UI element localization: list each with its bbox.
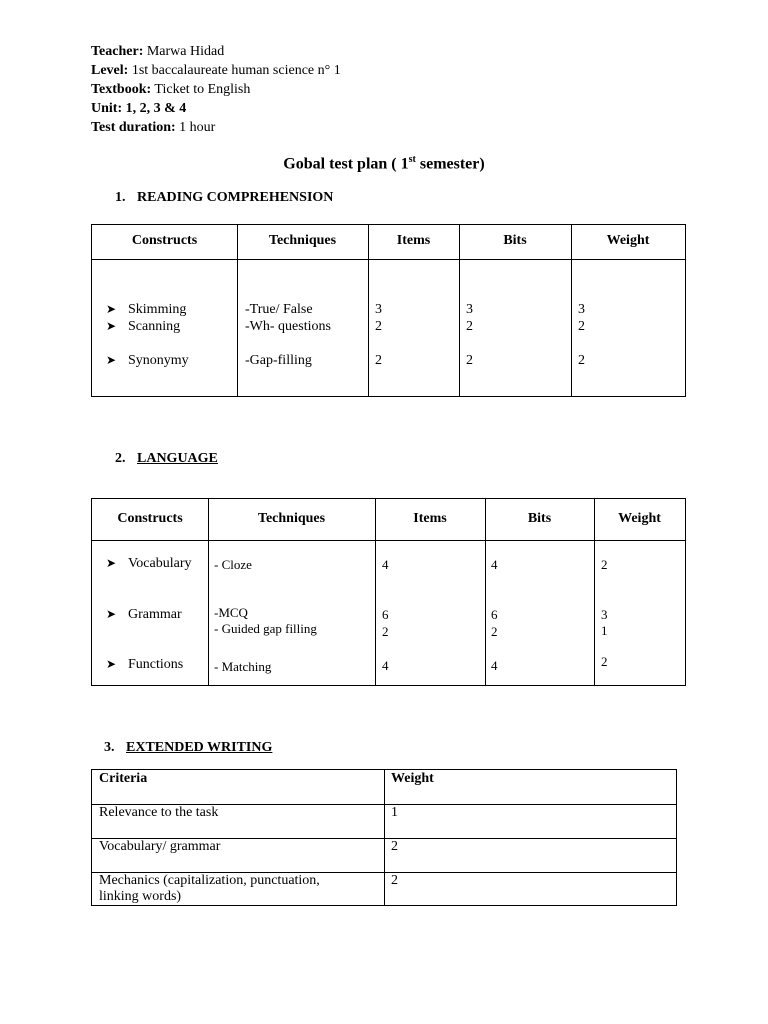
level-label: Level: [91,63,129,78]
section3-number: 3. [104,740,115,755]
language-bits: 4 [491,658,498,673]
language-bits: 4 [491,557,498,572]
arrowhead-bullet-icon: ➤ [106,657,117,671]
level-line [91,61,341,80]
reading-items: 2 [375,353,382,368]
reading-construct-scanning: ➤ Scanning [106,319,181,334]
language-weight: 2 [601,654,608,669]
teacher-value: Marwa Hidad [146,44,225,59]
reading-technique: -Wh- questions [245,319,331,334]
section1-title: READING COMPREHENSION [137,190,334,205]
writing-weight: 1 [391,805,398,820]
language-bits: 6 [491,607,498,622]
writing-criteria: Mechanics (capitalization, punctuation, [99,873,320,888]
language-header-weight: Weight [618,511,661,526]
duration-value: 1 hour [179,120,216,135]
reading-header-bits: Bits [503,233,527,248]
language-items: 4 [382,658,389,673]
reading-construct-synonymy: ➤ Synonymy [106,353,189,368]
teacher-label: Teacher: [91,44,144,59]
language-weight: 2 [601,557,608,572]
writing-criteria: Vocabulary/ grammar [99,839,221,854]
section1-number: 1. [115,190,126,205]
language-header-constructs: Constructs [117,511,183,526]
arrowhead-bullet-icon: ➤ [106,607,117,621]
page-title [0,154,768,173]
reading-header-weight: Weight [606,233,650,248]
textbook-label: Textbook: [91,82,152,97]
teacher-line [91,42,224,61]
language-weight-secondary: 1 [601,623,608,638]
language-header-techniques: Techniques [257,511,326,526]
arrowhead-bullet-icon: ➤ [106,556,117,570]
writing-criteria: Relevance to the task [99,805,219,820]
arrowhead-bullet-icon: ➤ [106,353,117,367]
language-technique: - Matching [214,659,272,674]
reading-bits: 3 [466,302,473,317]
writing-weight: 2 [391,839,398,854]
language-items-secondary: 2 [382,624,389,639]
duration-line [91,118,215,137]
language-header-bits: Bits [527,511,552,526]
reading-header-constructs: Constructs [131,233,198,248]
reading-technique: -Gap-filling [245,353,312,368]
section2-title: LANGUAGE [137,451,218,466]
language-technique: -MCQ [214,605,248,620]
section2-number: 2. [115,451,126,466]
section1-heading [115,190,333,206]
reading-weight: 2 [578,319,585,334]
reading-bits: 2 [466,353,473,368]
reading-weight: 2 [578,353,585,368]
arrowhead-bullet-icon: ➤ [106,319,117,333]
language-weight: 3 [601,607,608,622]
language-technique: - Cloze [214,557,252,572]
language-bits-secondary: 2 [491,624,498,639]
title-post: semester) [415,155,485,173]
section3-title: EXTENDED WRITING [126,740,273,755]
title-pre: Gobal test plan ( 1 [283,155,409,173]
language-technique-secondary: - Guided gap filling [214,621,317,636]
title-sup: st [408,154,416,165]
reading-table [91,224,686,397]
unit-label: Unit: 1, 2, 3 & 4 [91,101,187,116]
reading-items: 3 [375,302,382,317]
writing-table [91,769,677,906]
language-items: 6 [382,607,389,622]
textbook-line [91,80,250,99]
writing-header-criteria: Criteria [99,771,148,786]
reading-header-techniques: Techniques [268,233,337,248]
level-value: 1st baccalaureate human science n° 1 [131,63,341,78]
language-header-items: Items [413,511,447,526]
reading-bits: 2 [466,319,473,334]
arrowhead-bullet-icon: ➤ [106,302,117,316]
unit-line [91,99,186,118]
writing-criteria-continued: linking words) [99,889,182,904]
language-table [91,498,686,686]
reading-weight: 3 [578,302,585,317]
reading-items: 2 [375,319,382,334]
textbook-value: Ticket to English [154,82,251,97]
duration-label: Test duration: [91,120,176,135]
section2-heading [115,451,218,467]
language-items: 4 [382,557,389,572]
reading-construct-skimming: ➤ Skimming [106,302,187,317]
language-construct-vocabulary: ➤ Vocabulary [106,556,192,571]
reading-technique: -True/ False [245,302,313,317]
section3-heading [104,740,272,756]
writing-header-weight: Weight [391,771,434,786]
reading-header-items: Items [396,233,431,248]
language-construct-grammar: ➤ Grammar [106,607,182,622]
writing-weight: 2 [391,873,398,888]
language-construct-functions: ➤ Functions [106,657,184,672]
